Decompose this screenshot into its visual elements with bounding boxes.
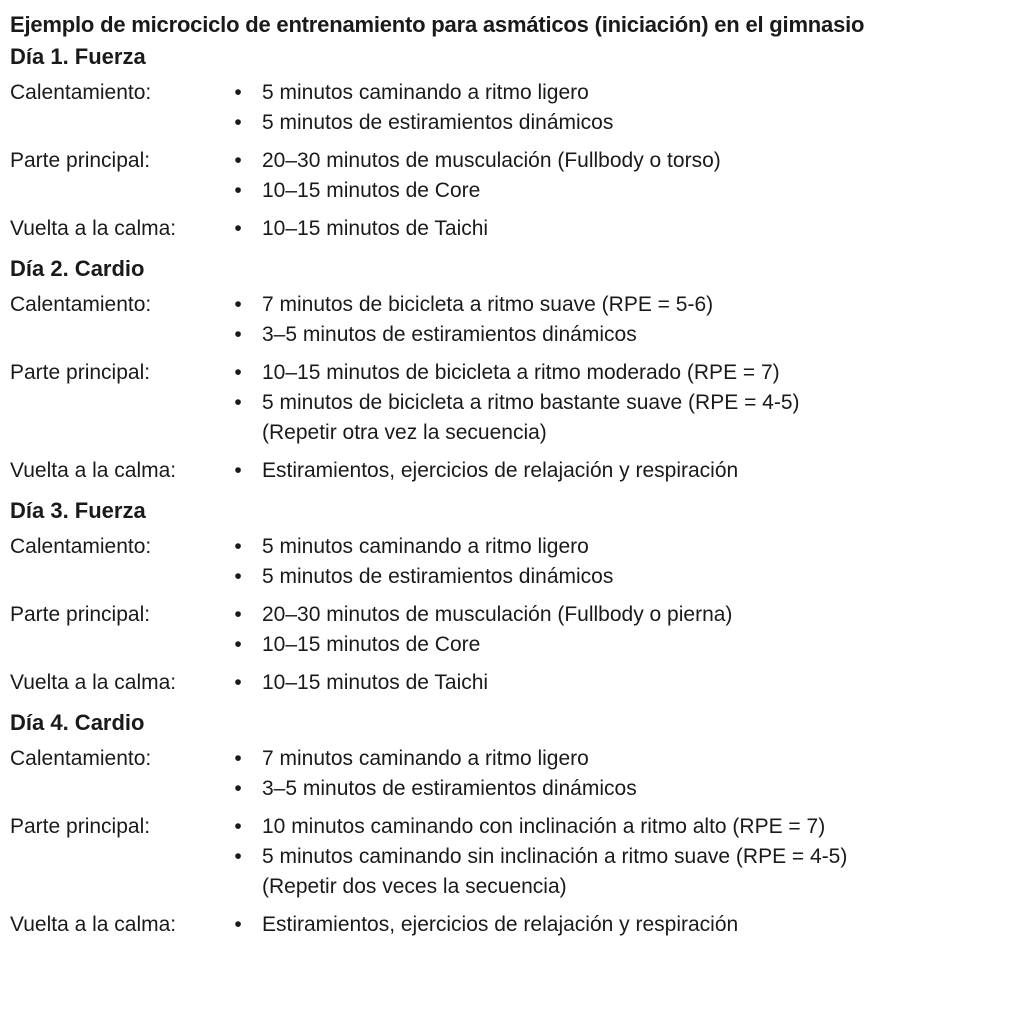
list-item-text: 10–15 minutos de bicicleta a ritmo moderado (RPE = 7) [262,361,780,384]
list-item-text: 7 minutos de bicicleta a ritmo suave (RPE = 5-6) [262,293,714,316]
list-item-text: 20–30 minutos de musculación (Fullbody o pierna) [262,603,733,626]
bullet-icon: • [234,815,242,838]
phase-items-list [232,668,1014,698]
bullet-icon: • [234,179,242,202]
bullet-icon: • [234,149,242,172]
list-item-text: 7 minutos caminando a ritmo ligero [262,747,589,770]
bullet-icon: • [234,565,242,588]
phase-items-list [232,146,1014,206]
list-item-text: 5 minutos caminando sin inclinación a ritmo suave (RPE = 4-5) [262,845,848,868]
list-item [232,214,1014,244]
phase-row [10,600,1014,660]
phase-row [10,146,1014,206]
phase-items-list [232,744,1014,804]
phase-items-list [232,78,1014,138]
day-heading: Día 4. Cardio [10,710,145,735]
list-item-text: Estiramientos, ejercicios de relajación y respiración [262,459,739,482]
list-item-text: 10 minutos caminando con inclinación a ritmo alto (RPE = 7) [262,815,826,838]
list-item [232,842,1014,872]
phase-row [10,668,1014,698]
phase-label: Parte principal: [10,603,151,626]
list-item [232,78,1014,108]
list-item [232,910,1014,940]
phase-label: Parte principal: [10,815,151,838]
phase-label: Vuelta a la calma: [10,217,177,240]
list-item [232,108,1014,138]
list-item-text: 10–15 minutos de Core [262,633,481,656]
list-item-text: 5 minutos caminando a ritmo ligero [262,535,589,558]
list-item [232,600,1014,630]
list-item [232,388,1014,418]
phase-label: Calentamiento: [10,747,152,770]
document [10,8,1014,940]
bullet-icon: • [234,459,242,482]
phase-label: Calentamiento: [10,293,152,316]
bullet-icon: • [234,777,242,800]
phase-row [10,456,1014,486]
day-heading: Día 2. Cardio [10,256,145,281]
list-item [232,812,1014,842]
day-heading: Día 3. Fuerza [10,498,146,523]
phase-row [10,532,1014,592]
bullet-icon: • [234,633,242,656]
phase-items-list [232,600,1014,660]
bullet-icon: • [234,81,242,104]
list-item-text: 5 minutos caminando a ritmo ligero [262,81,589,104]
repeat-note: (Repetir dos veces la secuencia) [262,875,567,898]
bullet-icon: • [234,391,242,414]
bullet-icon: • [234,293,242,316]
phase-items-list [232,910,1014,940]
bullet-icon: • [234,217,242,240]
day-section [10,708,1014,940]
phase-row [10,744,1014,804]
phase-items-list [232,358,1014,448]
list-item [232,562,1014,592]
phase-items-list [232,812,1014,902]
phase-row [10,78,1014,138]
list-item [232,532,1014,562]
phase-label: Vuelta a la calma: [10,913,177,936]
list-item [232,456,1014,486]
bullet-icon: • [234,747,242,770]
list-item-text: 5 minutos de bicicleta a ritmo bastante suave (RPE = 4-5) [262,391,800,414]
phase-label: Vuelta a la calma: [10,459,177,482]
list-item-text: 5 minutos de estiramientos dinámicos [262,111,614,134]
list-item [232,358,1014,388]
list-item-text: 20–30 minutos de musculación (Fullbody o torso) [262,149,721,172]
list-item-text: 10–15 minutos de Core [262,179,481,202]
repeat-note: (Repetir otra vez la secuencia) [262,421,547,444]
bullet-icon: • [234,111,242,134]
list-item [232,668,1014,698]
bullet-icon: • [234,671,242,694]
phase-items-list [232,214,1014,244]
list-item [232,320,1014,350]
day-section [10,42,1014,244]
list-item [232,290,1014,320]
phase-label: Parte principal: [10,361,151,384]
day-section [10,496,1014,698]
day-section [10,254,1014,486]
list-item-text: 10–15 minutos de Taichi [262,217,489,240]
bullet-icon: • [234,603,242,626]
days-list [10,42,1014,940]
list-item-text: 5 minutos de estiramientos dinámicos [262,565,614,588]
phase-label: Vuelta a la calma: [10,671,177,694]
list-item [232,176,1014,206]
phase-row [10,214,1014,244]
phase-label: Parte principal: [10,149,151,172]
bullet-icon: • [234,361,242,384]
list-item-text: Estiramientos, ejercicios de relajación y respiración [262,913,739,936]
list-item-text: 10–15 minutos de Taichi [262,671,489,694]
phase-row [10,812,1014,902]
phase-row [10,290,1014,350]
bullet-icon: • [234,913,242,936]
list-item-text: 3–5 minutos de estiramientos dinámicos [262,777,637,800]
list-item [232,146,1014,176]
bullet-icon: • [234,535,242,558]
phase-row [10,358,1014,448]
bullet-icon: • [234,323,242,346]
list-item-text: 3–5 minutos de estiramientos dinámicos [262,323,637,346]
document-title: Ejemplo de microciclo de entrenamiento para asmáticos (iniciación) en el gimnasio [10,12,865,37]
phase-items-list [232,532,1014,592]
phase-row [10,910,1014,940]
day-heading: Día 1. Fuerza [10,44,146,69]
phase-label: Calentamiento: [10,535,152,558]
phase-items-list [232,290,1014,350]
bullet-icon: • [234,845,242,868]
phase-items-list [232,456,1014,486]
phase-label: Calentamiento: [10,81,152,104]
list-item [232,630,1014,660]
list-item [232,774,1014,804]
list-item [232,744,1014,774]
